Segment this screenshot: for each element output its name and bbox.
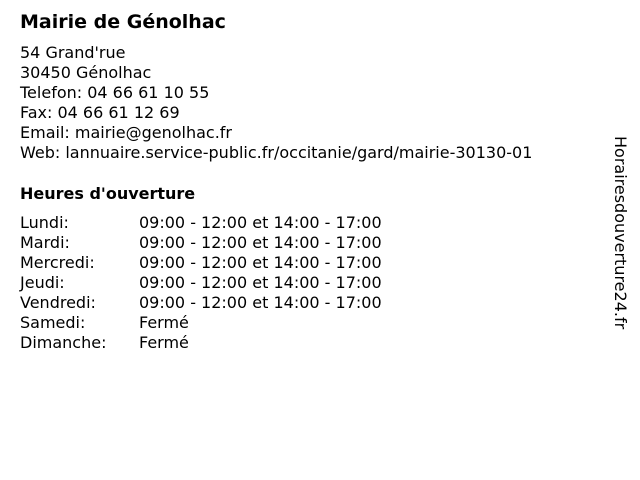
time-range: 09:00 - 12:00 et 14:00 - 17:00 xyxy=(139,253,382,272)
hours-row-sunday xyxy=(20,333,382,353)
hours-row-wednesday xyxy=(20,253,382,273)
time-range: 09:00 - 12:00 et 14:00 - 17:00 xyxy=(139,213,382,232)
day-label: Jeudi: xyxy=(20,273,65,292)
page-title: Mairie de Génolhac xyxy=(20,11,226,33)
fax-number: Fax: 04 66 61 12 69 xyxy=(20,103,180,122)
hours-row-friday xyxy=(20,293,382,313)
opening-hours-table xyxy=(20,213,382,353)
site-watermark: Horairesdouverture24.fr xyxy=(611,136,630,330)
hours-row-tuesday xyxy=(20,233,382,253)
day-label: Mardi: xyxy=(20,233,70,252)
day-label: Samedi: xyxy=(20,313,86,332)
hours-row-monday xyxy=(20,213,382,233)
time-range: Fermé xyxy=(139,313,189,332)
day-label: Mercredi: xyxy=(20,253,95,272)
address-block xyxy=(20,43,532,163)
time-range: 09:00 - 12:00 et 14:00 - 17:00 xyxy=(139,233,382,252)
time-range: 09:00 - 12:00 et 14:00 - 17:00 xyxy=(139,293,382,312)
street-address: 54 Grand'rue xyxy=(20,43,126,62)
day-label: Lundi: xyxy=(20,213,69,232)
city-postcode: 30450 Génolhac xyxy=(20,63,152,82)
opening-hours-heading: Heures d'ouverture xyxy=(20,184,196,203)
time-range: 09:00 - 12:00 et 14:00 - 17:00 xyxy=(139,273,382,292)
website-url: Web: lannuaire.service-public.fr/occitanie/gard/mairie-30130-01 xyxy=(20,143,533,162)
phone-number: Telefon: 04 66 61 10 55 xyxy=(20,83,210,102)
email-address: Email: mairie@genolhac.fr xyxy=(20,123,232,142)
day-label: Vendredi: xyxy=(20,293,96,312)
hours-row-thursday xyxy=(20,273,382,293)
time-range: Fermé xyxy=(139,333,189,352)
hours-row-saturday xyxy=(20,313,382,333)
day-label: Dimanche: xyxy=(20,333,107,352)
